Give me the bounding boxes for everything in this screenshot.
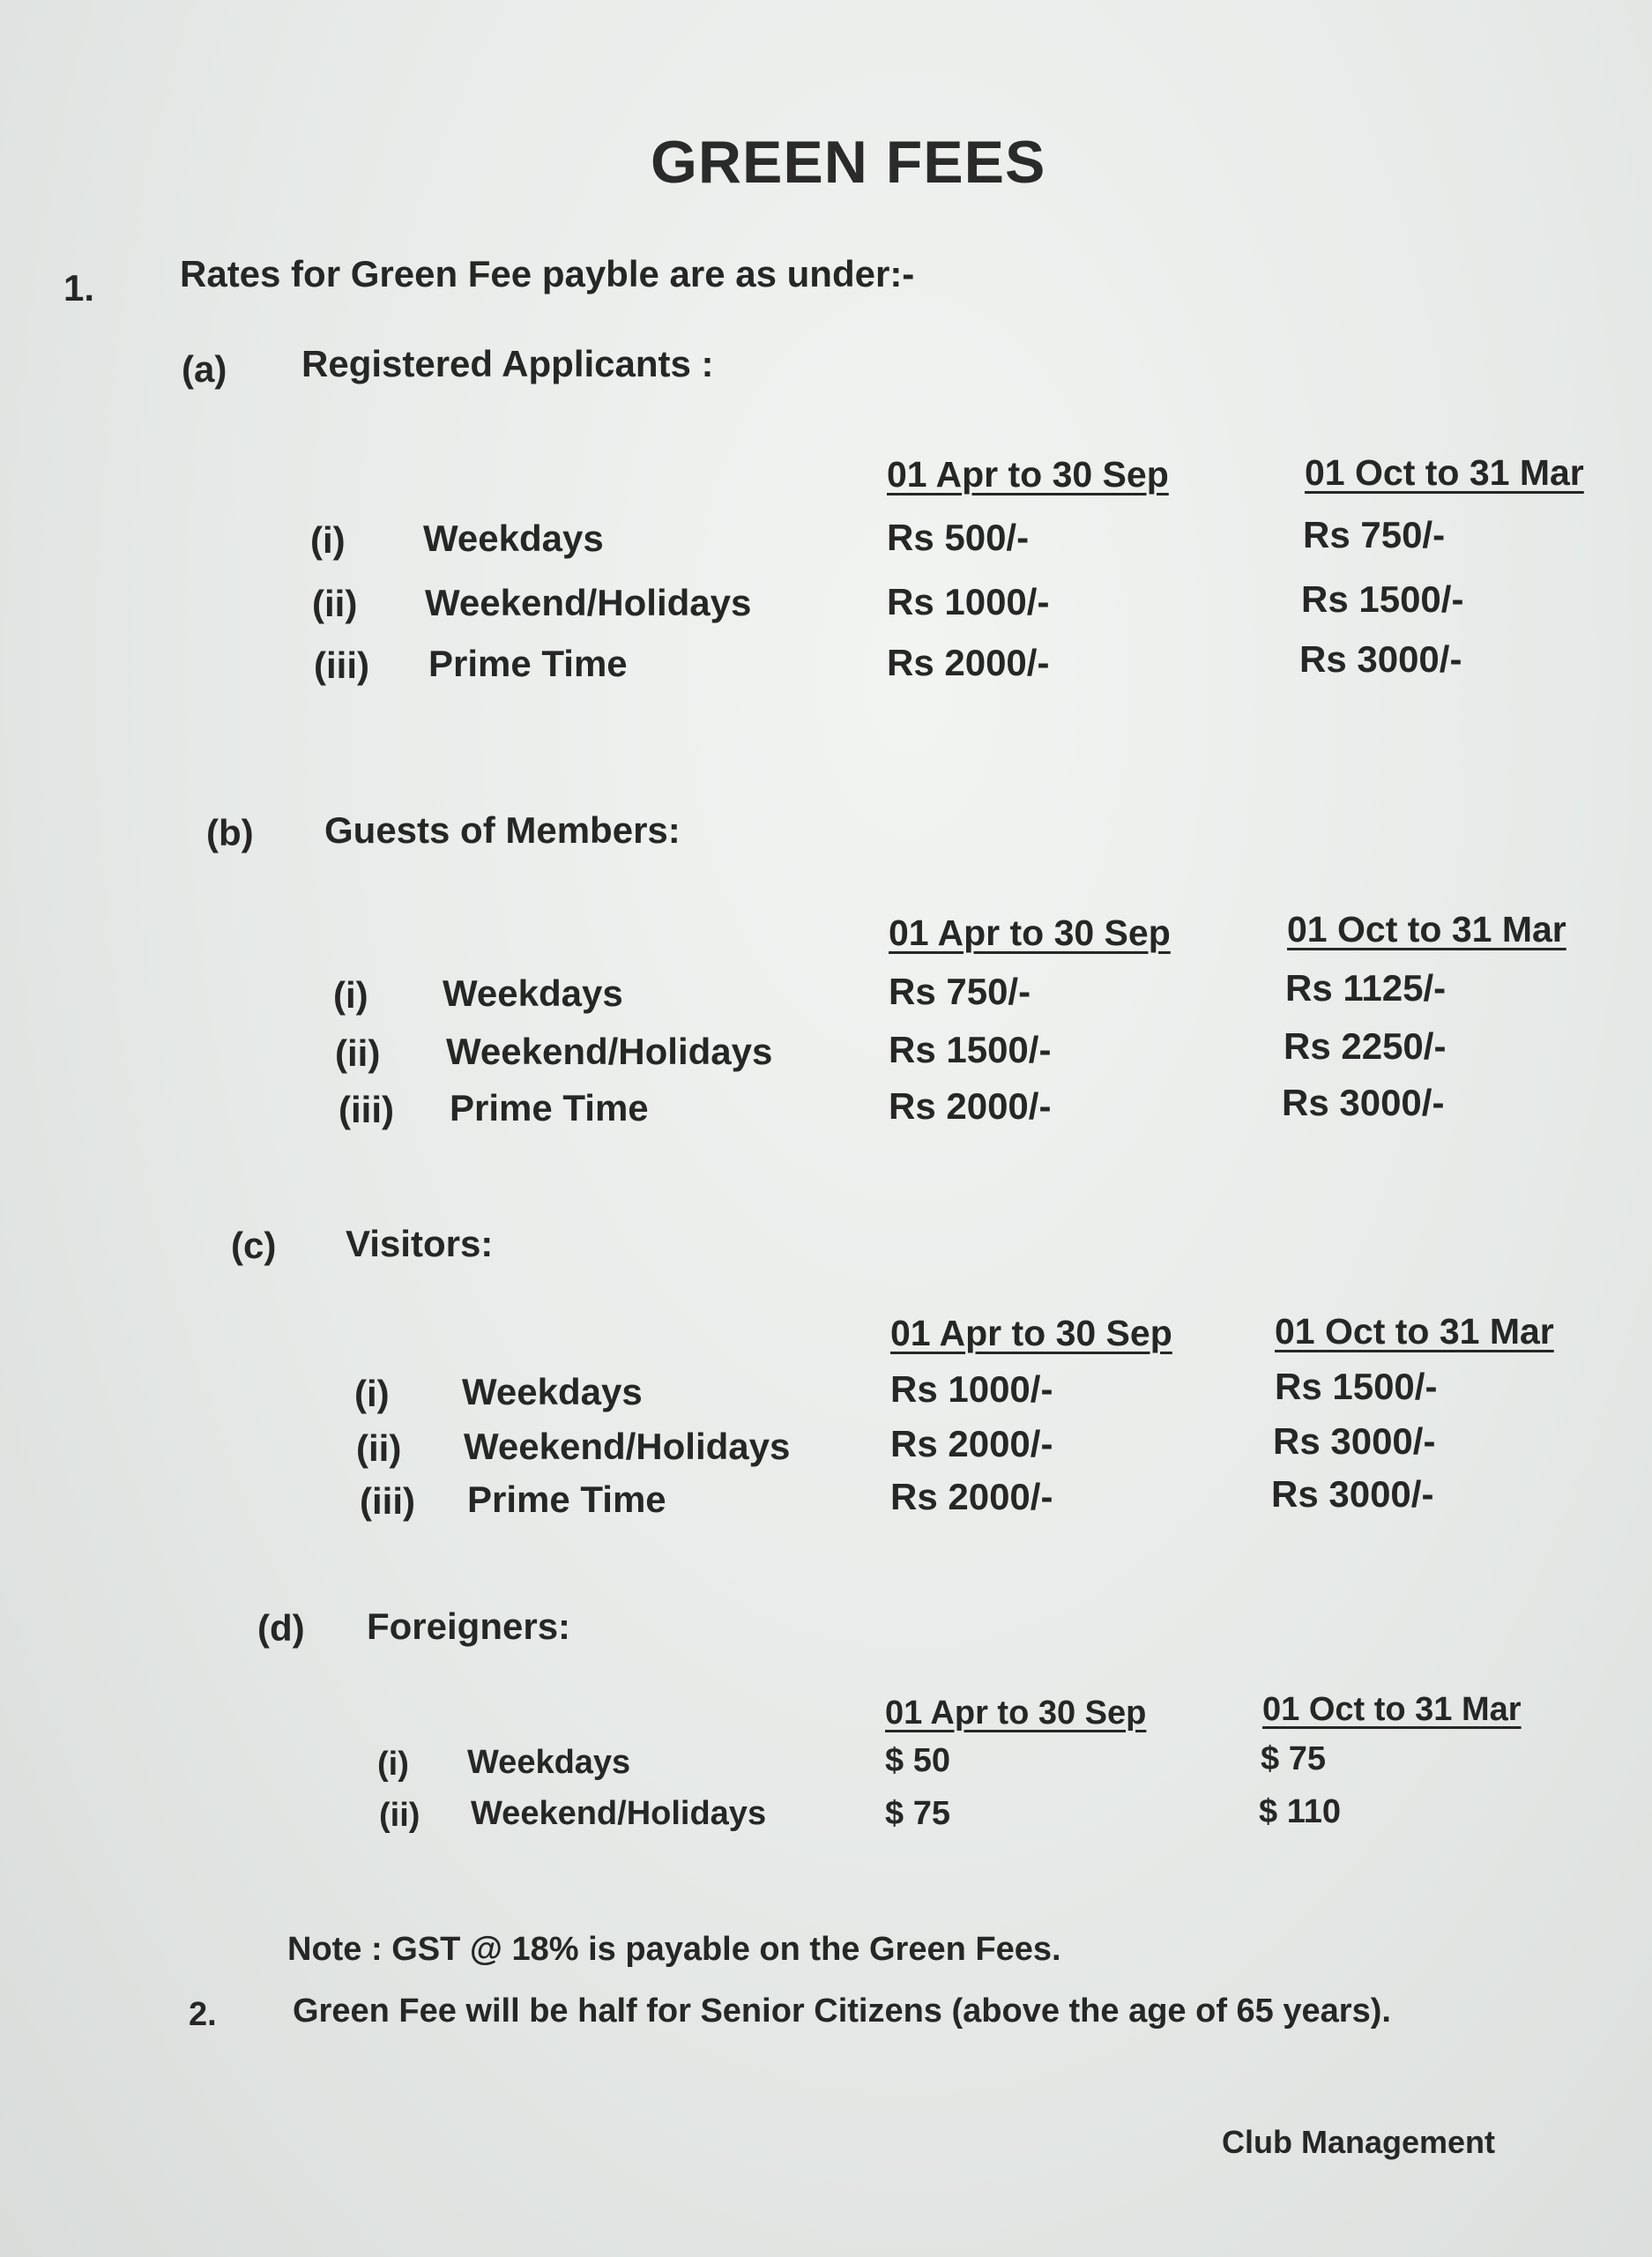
row-roman: (ii) <box>312 583 358 624</box>
row-label: Prime Time <box>450 1087 649 1128</box>
section-letter: (d) <box>257 1607 305 1649</box>
fee-oct-mar: Rs 3000/- <box>1273 1420 1436 1462</box>
row-roman: (iii) <box>339 1089 394 1130</box>
section-heading: Visitors: <box>346 1223 494 1264</box>
row-label: Weekdays <box>462 1371 643 1412</box>
row-label: Prime Time <box>428 643 628 684</box>
row-roman: (i) <box>354 1373 390 1414</box>
section-letter: (a) <box>182 348 227 390</box>
period-apr-sep-header: 01 Apr to 30 Sep <box>889 912 1171 953</box>
item-1-number: 1. <box>63 267 95 309</box>
fee-apr-sep: Rs 750/- <box>889 971 1031 1012</box>
fee-apr-sep: $ 50 <box>885 1742 950 1779</box>
period-oct-mar-header: 01 Oct to 31 Mar <box>1262 1691 1522 1728</box>
row-label: Weekdays <box>443 972 623 1014</box>
fee-oct-mar: $ 110 <box>1259 1793 1341 1830</box>
fee-oct-mar: Rs 2250/- <box>1284 1025 1447 1067</box>
fee-oct-mar: Rs 1500/- <box>1301 578 1464 620</box>
fee-oct-mar: Rs 3000/- <box>1282 1082 1445 1123</box>
period-oct-mar-header: 01 Oct to 31 Mar <box>1275 1311 1554 1352</box>
item-2-number: 2. <box>189 1996 217 2033</box>
fee-apr-sep: Rs 2000/- <box>889 1085 1052 1127</box>
row-label: Weekend/Holidays <box>425 582 752 623</box>
period-apr-sep-header: 01 Apr to 30 Sep <box>885 1695 1147 1732</box>
row-roman: (i) <box>310 519 346 561</box>
row-roman: (iii) <box>360 1480 415 1522</box>
row-label: Weekend/Holidays <box>464 1426 791 1467</box>
row-label: Weekend/Holidays <box>446 1031 773 1072</box>
period-oct-mar-header: 01 Oct to 31 Mar <box>1287 909 1566 950</box>
period-apr-sep-header: 01 Apr to 30 Sep <box>890 1313 1172 1353</box>
row-label: Weekend/Holidays <box>471 1795 767 1832</box>
row-roman: (i) <box>377 1746 409 1783</box>
row-roman: (i) <box>333 974 368 1016</box>
fee-apr-sep: $ 75 <box>885 1795 950 1832</box>
section-letter: (b) <box>206 812 254 853</box>
section-letter: (c) <box>231 1225 277 1266</box>
row-roman: (ii) <box>356 1427 402 1469</box>
fee-oct-mar: Rs 3000/- <box>1299 638 1462 680</box>
fee-apr-sep: Rs 1500/- <box>889 1029 1052 1070</box>
row-label: Weekdays <box>467 1744 631 1781</box>
fee-apr-sep: Rs 1000/- <box>890 1368 1053 1410</box>
row-label: Prime Time <box>467 1479 666 1520</box>
fee-apr-sep: Rs 2000/- <box>890 1423 1053 1464</box>
section-heading: Registered Applicants : <box>301 343 714 384</box>
fee-apr-sep: Rs 1000/- <box>887 581 1050 622</box>
fee-apr-sep: Rs 2000/- <box>887 642 1050 683</box>
period-oct-mar-header: 01 Oct to 31 Mar <box>1305 452 1584 493</box>
fee-oct-mar: $ 75 <box>1261 1740 1326 1777</box>
row-roman: (ii) <box>335 1032 381 1074</box>
item-1-text: Rates for Green Fee payble are as under:- <box>180 253 915 294</box>
fee-oct-mar: Rs 3000/- <box>1271 1473 1434 1515</box>
gst-note: Note : GST @ 18% is payable on the Green Fees. <box>287 1931 1061 1968</box>
row-label: Weekdays <box>423 518 604 559</box>
period-apr-sep-header: 01 Apr to 30 Sep <box>887 454 1169 495</box>
page-title: GREEN FEES <box>651 129 1046 196</box>
row-roman: (iii) <box>314 644 369 686</box>
fee-oct-mar: Rs 1125/- <box>1285 967 1447 1009</box>
section-heading: Foreigners: <box>367 1605 571 1647</box>
row-roman: (ii) <box>379 1797 420 1834</box>
item-2-text: Green Fee will be half for Senior Citizens (above the age of 65 years). <box>293 1993 1391 2030</box>
fee-apr-sep: Rs 500/- <box>887 517 1030 558</box>
fee-oct-mar: Rs 750/- <box>1303 514 1446 555</box>
fee-apr-sep: Rs 2000/- <box>890 1476 1053 1517</box>
section-heading: Guests of Members: <box>324 809 681 851</box>
signature: Club Management <box>1222 2124 1496 2160</box>
fee-oct-mar: Rs 1500/- <box>1275 1366 1438 1407</box>
